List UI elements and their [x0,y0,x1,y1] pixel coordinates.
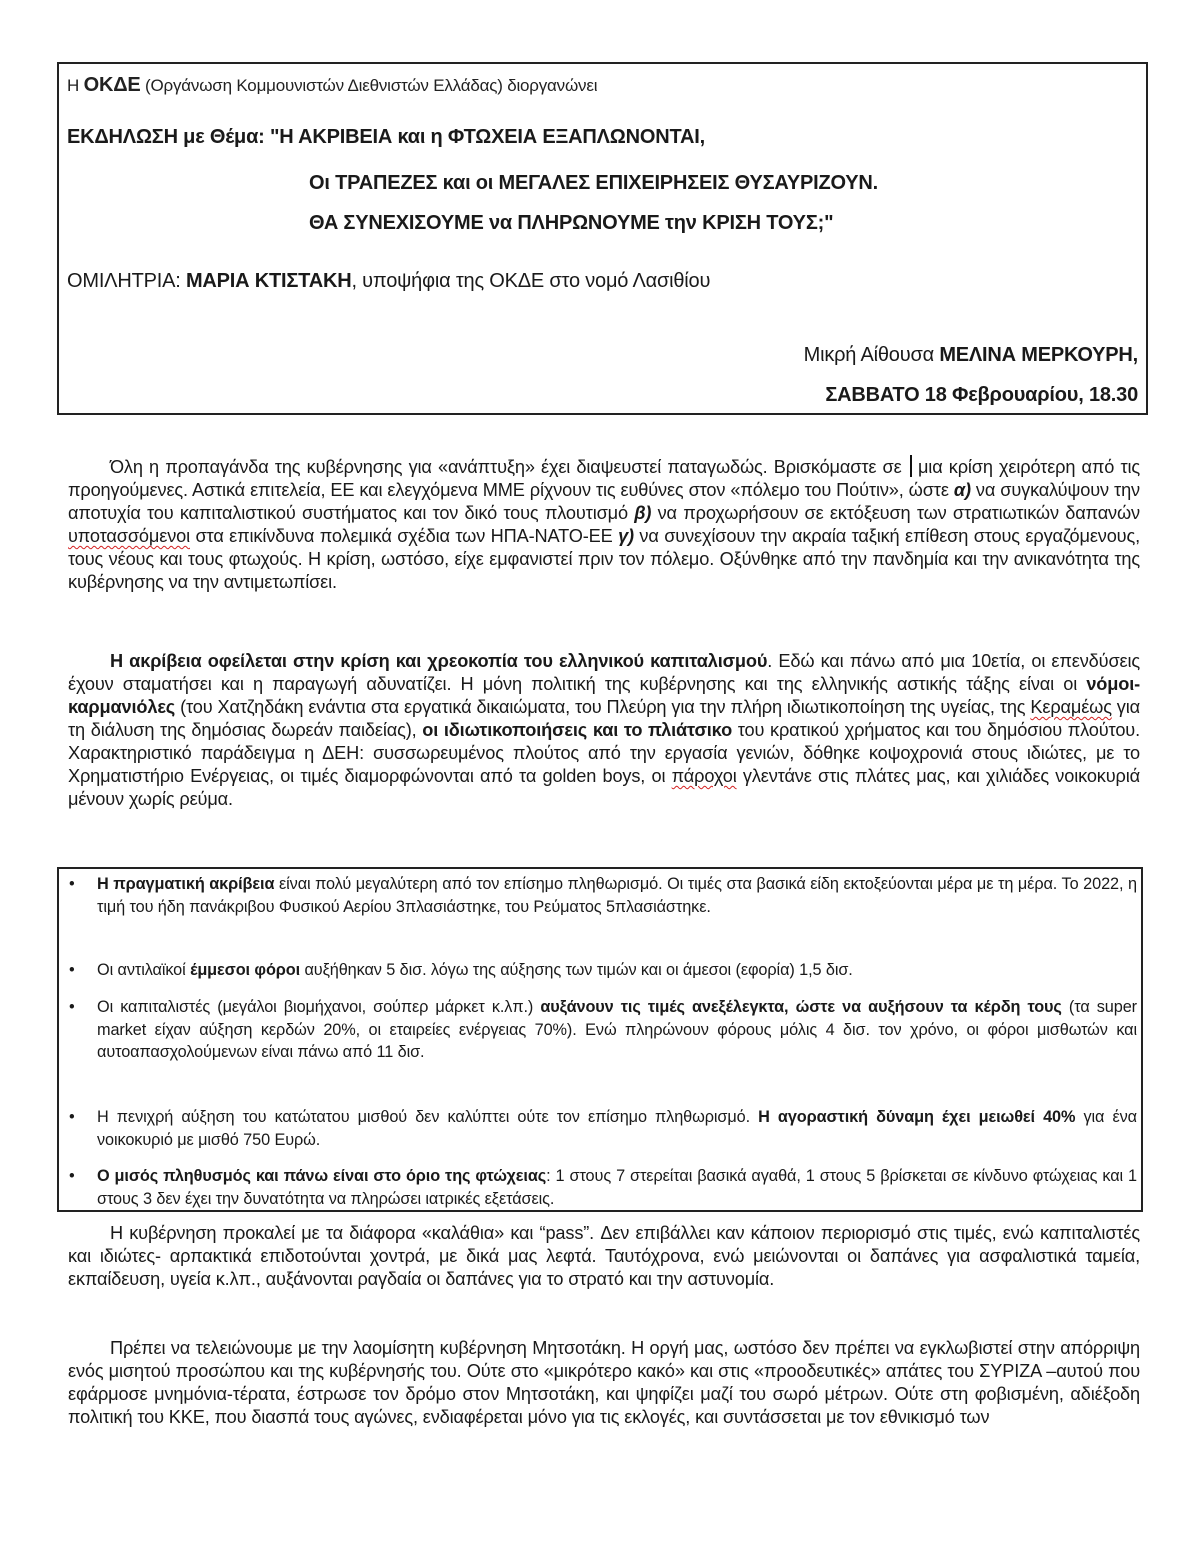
bullet-icon: • [69,875,75,893]
bullet-text: αυξήθηκαν 5 δισ. λόγω της αύξησης των τιμών και οι άμεσοι (εφορία) 1,5 δισ. [300,961,853,979]
speaker-description: , υποψήφια της ΟΚΔΕ στο νομό Λασιθίου [351,270,711,292]
bullet-bold: έμμεσοι φόροι [190,961,301,979]
bullet-text: Οι αντιλαϊκοί [97,961,191,979]
p1-marker-b: β) [634,503,652,523]
p2-text-2: (του Χατζηδάκη ενάντια στα εργατικά δικαιώματα, του Πλεύρη για την πλήρη ιδιωτικοποίηση της υγείας, της [175,697,1031,717]
list-item [69,996,1137,1064]
bullet-bold: αυξάνουν τις τιμές ανεξέλεγκτα, ώστε να αυξήσουν τα κέρδη τους [540,998,1062,1016]
p2-bold-3: οι ιδιωτικοποιήσεις και το πλιάτσικο [422,720,733,740]
spellcheck-flagged-word[interactable]: υποτασσόμενοι [68,526,190,546]
bullet-bold: Η αγοραστική δύναμη έχει μειωθεί 40% [758,1108,1076,1126]
bullet-list-box [57,867,1143,1212]
bullet-icon: • [69,1167,75,1185]
list-item [69,873,1137,918]
p3-text: Η κυβέρνηση προκαλεί με τα διάφορα «καλάθια» και “pass”. Δεν επιβάλλει καν κάποιον περιορισμό στις τιμές, ενώ καπιταλιστές και ιδιώτες- αρπακτικά επιδοτούνται χοντρά, με δικά μας λεφτά. Ταυτόχρονα, ενώ μειώνονται οι δαπάνες για ασφαλιστικά ταμεία, εκπαίδευση, υγεία κ.λπ., αυξάνονται ραγδαία οι δαπάνες για το στρατό και την αστυνομία. [68,1223,1140,1289]
paragraph-intro [68,455,1140,594]
list-item [69,1165,1137,1210]
p4-text: Πρέπει να τελειώνουμε με την λαομίσητη κυβέρνηση Μητσοτάκη. Η οργή μας, ωστόσο δεν πρέπει να εγκλωβιστεί στην απόρριψη ενός μισητού προσώπου και της κυβέρνησής του. Ούτε στο «μικρότερο κακό» και στις «προοδευτικές» απάτες του ΣΥΡΙΖΑ –αυτού που εφάρμοσε μνημόνια-τέρατα, έστρωσε τον δρόμο στον Μητσοτάκη, και ψηφίζει μαζί του σωρό μέτρων. Ούτε στη φοβισμένη, αδιέξοδη πολιτική του ΚΚΕ, που διασπά τους αγώνες, ενδιαφέρεται μόνο για τις εκλογές, και συντάσσεται με τον εθνικισμό των [68,1338,1140,1427]
event-title-line-2: Οι ΤΡΑΠΕΖΕΣ και οι ΜΕΓΑΛΕΣ ΕΠΙΧΕΙΡΗΣΕΙΣ ΘΥΣΑΥΡΙΖΟΥΝ. [309,172,879,194]
event-announcement-box [57,62,1148,415]
bullet-text: (τα super market είχαν αύξηση κερδών 20%, οι εταιρείες ενέργειας 70%). Ενώ πληρώνουν φόρους μόλις 4 δισ. τον χρόνο, οι φόροι μισθωτών και αυτοαπασχολούμενων είναι πάνω από 11 δισ. [97,998,1137,1061]
p2-text-3: για τη διάλυση της δημόσιας δωρεάν παιδείας), [68,697,1140,740]
bullet-icon: • [69,961,75,979]
p2-text-4: του κρατικού χρήματος και του δημόσιου πλούτου. Χαρακτηριστικό παράδειγμα η ΔΕΗ: συσσωρευμένος πλούτος από την εργασία γενιών, δόθηκε κοψοχρονιά στους ιδιώτες, με το Χρηματιστήριο Ενέργειας, οι τιμές διαμορφώνονται από τα golden boys, οι [68,720,1140,786]
bullet-text: για ένα νοικοκυριό με μισθό 750 Ευρώ. [97,1108,1137,1149]
p1-text-2: μια κρίση χειρότερη από τις προηγούμενες. Αστικά επιτελεία, ΕΕ και ελεγχόμενα ΜΜΕ ρίχνουν τις ευθύνες στον «πόλεμο του Πούτιν», ώστε [68,457,1140,500]
paragraph-government [68,1222,1140,1291]
list-item [69,1106,1137,1151]
p2-text-1: . Εδώ και πάνω από μια 10ετία, οι επενδύσεις έχουν σταματήσει και η παραγωγή αδυνατίζει. Η μόνη πολιτική της κυβέρνησης και της ελληνικής αστικής τάξης είναι οι [68,651,1140,694]
intro-prefix: Η [67,76,84,95]
p1-text-5: στα επικίνδυνα πολεμικά σχέδια των ΗΠΑ-ΝΑΤΟ-ΕΕ [190,526,619,546]
speaker-name: ΜΑΡΙΑ ΚΤΙΣΤΑΚΗ [185,270,352,292]
bullet-text: : 1 στους 7 στερείται βασικά αγαθά, 1 στους 5 βρίσκεται σε κίνδυνο φτώχειας και 1 στους 3 δεν έχει την δυνατότητα να πληρώσει ιατρικές εξετάσεις. [97,1167,1137,1208]
spellcheck-flagged-word[interactable]: πάροχοι [671,766,737,786]
event-venue [804,344,1138,367]
bullet-bold: Η πραγματική ακρίβεια [97,875,275,893]
bullet-icon: • [69,998,75,1016]
bullet-text: Οι καπιταλιστές (μεγάλοι βιομήχανοι, σούπερ μάρκετ κ.λπ.) [97,998,541,1016]
event-intro [67,74,597,97]
event-title-line-3: ΘΑ ΣΥΝΕΧΙΣΟΥΜΕ να ΠΛΗΡΩΝΟΥΜΕ την ΚΡΙΣΗ ΤΟΥΣ;" [309,212,834,234]
bullet-bold: Ο μισός πληθυσμός και πάνω είναι στο όριο της φτώχειας [97,1167,547,1185]
venue-name: ΜΕΛΙΝΑ ΜΕΡΚΟΥΡΗ, [939,344,1138,366]
list-item [69,959,1137,982]
p2-text-5: γλεντάνε στις πλάτες μας, και χιλιάδες νοικοκυριά μένουν χωρίς ρεύμα. [68,766,1140,809]
organization-name: ΟΚΔΕ [83,74,141,96]
p2-bold-2: νόμοι-καρμανιόλες [68,674,1140,717]
spellcheck-flagged-word[interactable]: Κεραμέως [1030,697,1112,717]
venue-prefix: Μικρή Αίθουσα [803,344,940,366]
event-speaker [67,270,710,293]
p2-bold-1: Η ακρίβεια οφείλεται στην κρίση και χρεοκοπία του ελληνικού καπιταλισμού [110,651,768,671]
event-date: ΣΑΒΒΑΤΟ 18 Φεβρουαρίου, 18.30 [825,384,1138,406]
speaker-label: ΟΜΙΛΗΤΡΙΑ: [67,270,186,292]
intro-rest: (Οργάνωση Κομμουνιστών Διεθνιστών Ελλάδας) διοργανώνει [140,76,598,95]
p1-text-3: να συγκαλύψουν την αποτυχία του καπιταλιστικού συστήματος και τον δικό τους πλουτισμό [68,480,1140,523]
bullet-text: Η πενιχρή αύξηση του κατώτατου μισθού δεν καλύπτει ούτε τον επίσημο πληθωρισμό. [97,1108,759,1126]
paragraph-conclusion [68,1337,1140,1429]
p1-text-6: να συνεχίσουν την ακραία ταξική επίθεση στους εργαζόμενους, τους νέους και τους φτωχούς. Η κρίση, ωστόσο, είχε εμφανιστεί πριν τον πόλεμο. Οξύνθηκε από την πανδημία και την ανικανότητα της κυβέρνησης να την αντιμετωπίσει. [68,526,1140,592]
p1-marker-c: γ) [618,526,634,546]
event-title-line-1: ΕΚΔΗΛΩΣΗ με Θέμα: "Η ΑΚΡΙΒΕΙΑ και η ΦΤΩΧΕΙΑ ΕΞΑΠΛΩΝΟΝΤΑΙ, [67,126,705,148]
p1-text-1: Όλη η προπαγάνδα της κυβέρνησης για «ανάπτυξη» έχει διαψευστεί παταγωδώς. Βρισκόμαστε σε [110,457,908,477]
text-cursor [910,455,912,477]
bullet-text: είναι πολύ μεγαλύτερη από τον επίσημο πληθωρισμό. Οι τιμές στα βασικά είδη εκτοξεύονται μέρα με τη μέρα. Το 2022, η τιμή του ήδη πανάκριβου Φυσικού Αερίου 3πλασιάστηκε, του Ρεύματος 5πλασιάστηκε. [97,875,1137,916]
p1-text-4: να προχωρήσουν σε εκτόξευση των στρατιωτικών δαπανών [651,503,1140,523]
bullet-icon: • [69,1108,75,1126]
paragraph-causes [68,650,1140,811]
p1-marker-a: α) [953,480,971,500]
